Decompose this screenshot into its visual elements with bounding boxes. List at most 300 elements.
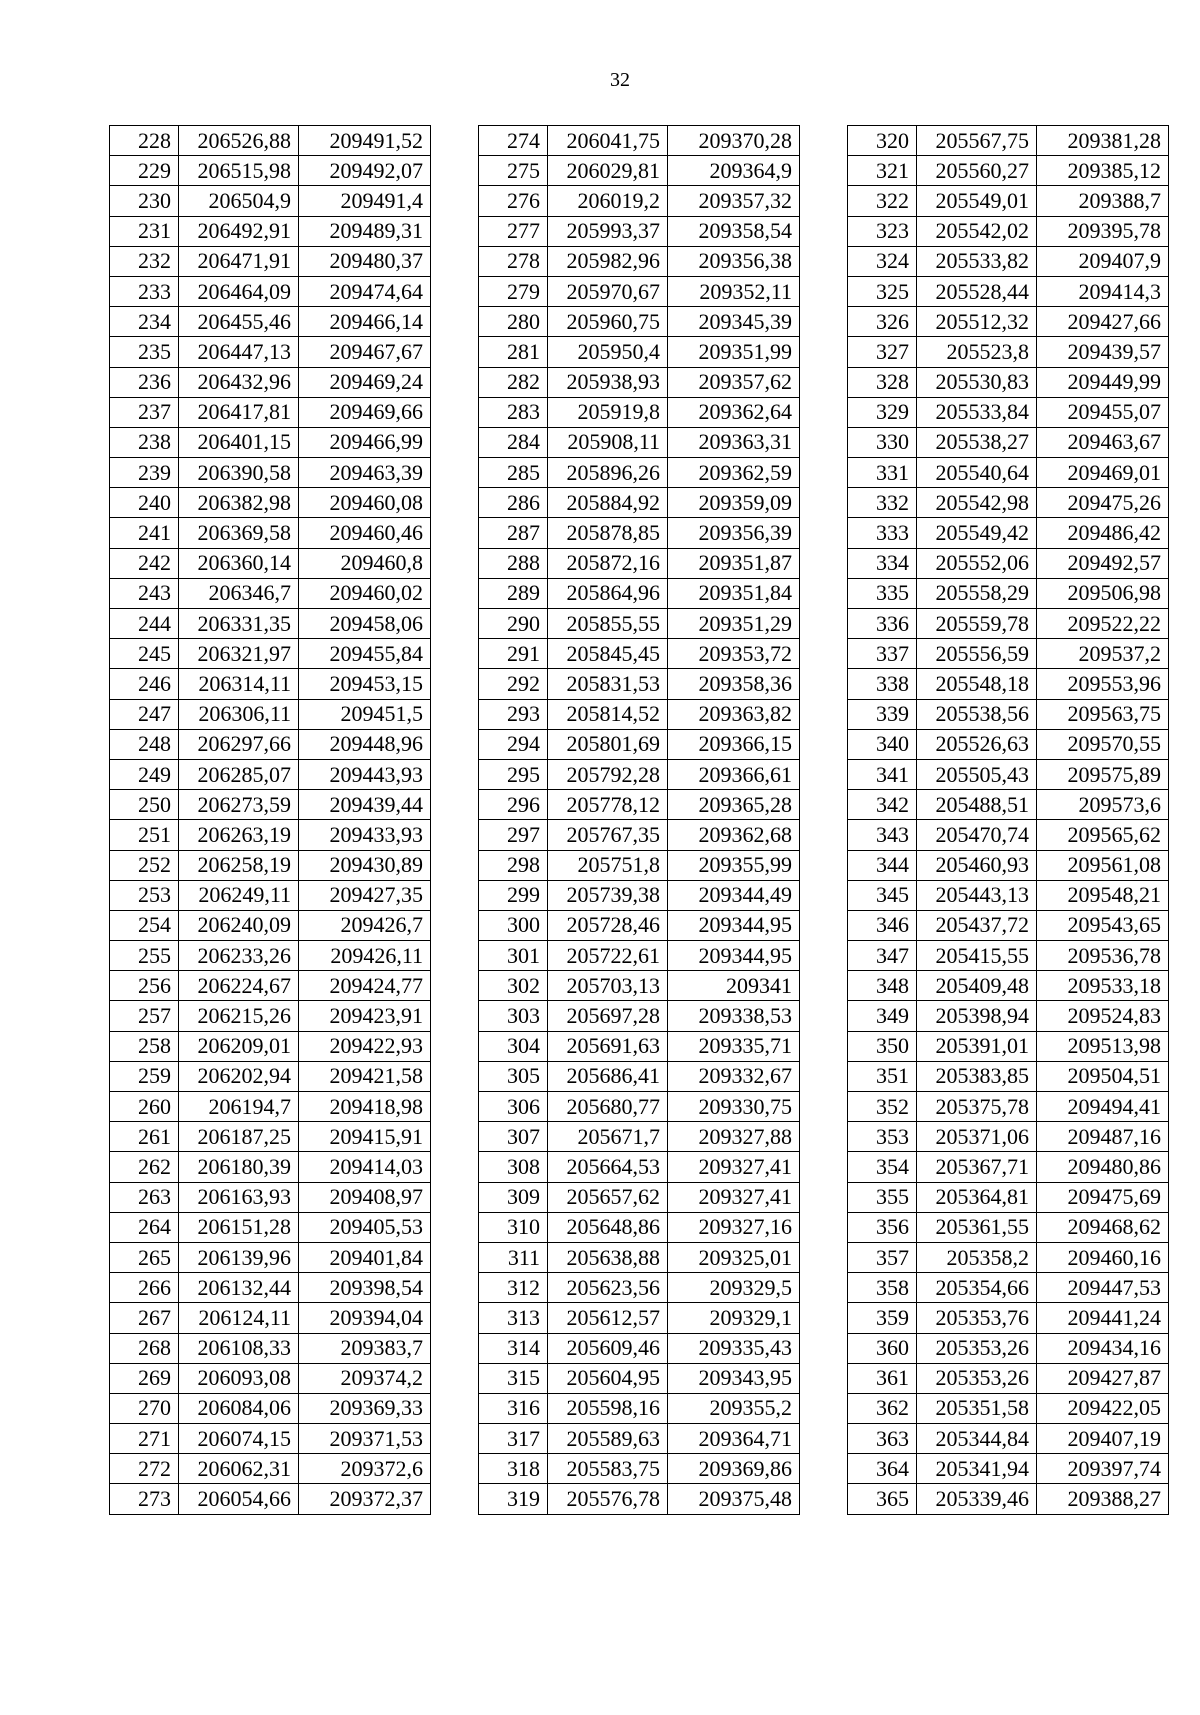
table-row — [848, 126, 1169, 156]
table-row — [848, 1122, 1169, 1152]
y-coordinate-cell: 209329,5 — [668, 1273, 800, 1303]
point-number-cell: 364 — [848, 1454, 917, 1484]
table-row — [848, 1152, 1169, 1182]
x-coordinate-cell: 206360,14 — [179, 548, 299, 578]
table-row — [110, 246, 431, 276]
point-number-cell: 351 — [848, 1061, 917, 1091]
x-coordinate-cell: 205609,46 — [548, 1333, 668, 1363]
table-row — [848, 729, 1169, 759]
x-coordinate-cell: 205576,78 — [548, 1484, 668, 1514]
x-coordinate-cell: 206263,19 — [179, 820, 299, 850]
table-row — [848, 397, 1169, 427]
table-row — [848, 1484, 1169, 1514]
y-coordinate-cell: 209355,99 — [668, 850, 800, 880]
point-number-cell: 230 — [110, 186, 179, 216]
point-number-cell: 333 — [848, 518, 917, 548]
x-coordinate-cell: 205488,51 — [917, 790, 1037, 820]
y-coordinate-cell: 209466,99 — [299, 427, 431, 457]
table-row — [479, 1031, 800, 1061]
point-number-cell: 304 — [479, 1031, 548, 1061]
y-coordinate-cell: 209448,96 — [299, 729, 431, 759]
y-coordinate-cell: 209423,91 — [299, 1001, 431, 1031]
table-row — [479, 1152, 800, 1182]
point-number-cell: 293 — [479, 699, 548, 729]
y-coordinate-cell: 209394,04 — [299, 1303, 431, 1333]
x-coordinate-cell: 205864,96 — [548, 578, 668, 608]
y-coordinate-cell: 209561,08 — [1037, 850, 1169, 880]
x-coordinate-cell: 205559,78 — [917, 609, 1037, 639]
x-coordinate-cell: 205970,67 — [548, 276, 668, 306]
y-coordinate-cell: 209486,42 — [1037, 518, 1169, 548]
x-coordinate-cell: 205767,35 — [548, 820, 668, 850]
y-coordinate-cell: 209365,28 — [668, 790, 800, 820]
y-coordinate-cell: 209364,71 — [668, 1424, 800, 1454]
table-row — [110, 820, 431, 850]
point-number-cell: 331 — [848, 458, 917, 488]
point-number-cell: 301 — [479, 941, 548, 971]
table-row — [110, 367, 431, 397]
y-coordinate-cell: 209491,4 — [299, 186, 431, 216]
x-coordinate-cell: 205341,94 — [917, 1454, 1037, 1484]
y-coordinate-cell: 209366,61 — [668, 759, 800, 789]
point-number-cell: 329 — [848, 397, 917, 427]
y-coordinate-cell: 209381,28 — [1037, 126, 1169, 156]
x-coordinate-cell: 205540,64 — [917, 458, 1037, 488]
table-row — [110, 1242, 431, 1272]
point-number-cell: 248 — [110, 729, 179, 759]
x-coordinate-cell: 206258,19 — [179, 850, 299, 880]
point-number-cell: 277 — [479, 216, 548, 246]
point-number-cell: 261 — [110, 1122, 179, 1152]
point-number-cell: 359 — [848, 1303, 917, 1333]
table-row — [110, 427, 431, 457]
x-coordinate-cell: 205549,42 — [917, 518, 1037, 548]
x-coordinate-cell: 206297,66 — [179, 729, 299, 759]
table-row — [848, 790, 1169, 820]
x-coordinate-cell: 206526,88 — [179, 126, 299, 156]
x-coordinate-cell: 206306,11 — [179, 699, 299, 729]
y-coordinate-cell: 209434,16 — [1037, 1333, 1169, 1363]
table-row — [110, 729, 431, 759]
coordinate-table-body — [479, 126, 800, 1515]
y-coordinate-cell: 209388,27 — [1037, 1484, 1169, 1514]
table-row — [848, 337, 1169, 367]
x-coordinate-cell: 205567,75 — [917, 126, 1037, 156]
point-number-cell: 300 — [479, 910, 548, 940]
x-coordinate-cell: 206084,06 — [179, 1393, 299, 1423]
y-coordinate-cell: 209370,28 — [668, 126, 800, 156]
point-number-cell: 238 — [110, 427, 179, 457]
point-number-cell: 253 — [110, 880, 179, 910]
point-number-cell: 286 — [479, 488, 548, 518]
table-row — [848, 669, 1169, 699]
y-coordinate-cell: 209491,52 — [299, 126, 431, 156]
table-row — [479, 1363, 800, 1393]
point-number-cell: 237 — [110, 397, 179, 427]
point-number-cell: 353 — [848, 1122, 917, 1152]
x-coordinate-cell: 205344,84 — [917, 1424, 1037, 1454]
x-coordinate-cell: 206515,98 — [179, 156, 299, 186]
table-row — [479, 1212, 800, 1242]
y-coordinate-cell: 209351,84 — [668, 578, 800, 608]
point-number-cell: 316 — [479, 1393, 548, 1423]
y-coordinate-cell: 209480,86 — [1037, 1152, 1169, 1182]
table-row — [848, 699, 1169, 729]
x-coordinate-cell: 206187,25 — [179, 1122, 299, 1152]
coordinate-table-1 — [109, 125, 431, 1515]
point-number-cell: 302 — [479, 971, 548, 1001]
point-number-cell: 280 — [479, 307, 548, 337]
point-number-cell: 271 — [110, 1424, 179, 1454]
x-coordinate-cell: 205409,48 — [917, 971, 1037, 1001]
x-coordinate-cell: 205938,93 — [548, 367, 668, 397]
x-coordinate-cell: 205703,13 — [548, 971, 668, 1001]
x-coordinate-cell: 205993,37 — [548, 216, 668, 246]
table-row — [110, 1122, 431, 1152]
table-row — [848, 820, 1169, 850]
x-coordinate-cell: 206240,09 — [179, 910, 299, 940]
table-row — [110, 971, 431, 1001]
point-number-cell: 229 — [110, 156, 179, 186]
point-number-cell: 349 — [848, 1001, 917, 1031]
point-number-cell: 295 — [479, 759, 548, 789]
point-number-cell: 348 — [848, 971, 917, 1001]
table-row — [479, 1454, 800, 1484]
x-coordinate-cell: 205523,8 — [917, 337, 1037, 367]
x-coordinate-cell: 205680,77 — [548, 1092, 668, 1122]
x-coordinate-cell: 206417,81 — [179, 397, 299, 427]
point-number-cell: 362 — [848, 1393, 917, 1423]
point-number-cell: 239 — [110, 458, 179, 488]
table-row — [479, 971, 800, 1001]
table-row — [479, 639, 800, 669]
y-coordinate-cell: 209356,39 — [668, 518, 800, 548]
y-coordinate-cell: 209327,41 — [668, 1182, 800, 1212]
x-coordinate-cell: 205560,27 — [917, 156, 1037, 186]
table-row — [479, 1484, 800, 1514]
table-row — [110, 548, 431, 578]
x-coordinate-cell: 206054,66 — [179, 1484, 299, 1514]
y-coordinate-cell: 209395,78 — [1037, 216, 1169, 246]
table-row — [110, 1363, 431, 1393]
table-row — [848, 307, 1169, 337]
y-coordinate-cell: 209492,57 — [1037, 548, 1169, 578]
x-coordinate-cell: 205364,81 — [917, 1182, 1037, 1212]
x-coordinate-cell: 206224,67 — [179, 971, 299, 1001]
table-row — [479, 1273, 800, 1303]
table-row — [110, 941, 431, 971]
table-row — [479, 427, 800, 457]
y-coordinate-cell: 209408,97 — [299, 1182, 431, 1212]
table-row — [848, 910, 1169, 940]
x-coordinate-cell: 205691,63 — [548, 1031, 668, 1061]
point-number-cell: 255 — [110, 941, 179, 971]
x-coordinate-cell: 205358,2 — [917, 1242, 1037, 1272]
table-row — [848, 1092, 1169, 1122]
x-coordinate-cell: 206029,81 — [548, 156, 668, 186]
table-row — [848, 1424, 1169, 1454]
y-coordinate-cell: 209358,54 — [668, 216, 800, 246]
x-coordinate-cell: 205884,92 — [548, 488, 668, 518]
point-number-cell: 360 — [848, 1333, 917, 1363]
y-coordinate-cell: 209537,2 — [1037, 639, 1169, 669]
point-number-cell: 324 — [848, 246, 917, 276]
x-coordinate-cell: 205919,8 — [548, 397, 668, 427]
y-coordinate-cell: 209474,64 — [299, 276, 431, 306]
table-row — [479, 276, 800, 306]
table-row — [479, 156, 800, 186]
point-number-cell: 357 — [848, 1242, 917, 1272]
x-coordinate-cell: 205542,02 — [917, 216, 1037, 246]
table-row — [110, 307, 431, 337]
point-number-cell: 365 — [848, 1484, 917, 1514]
y-coordinate-cell: 209362,64 — [668, 397, 800, 427]
point-number-cell: 282 — [479, 367, 548, 397]
y-coordinate-cell: 209466,14 — [299, 307, 431, 337]
y-coordinate-cell: 209335,71 — [668, 1031, 800, 1061]
table-row — [479, 880, 800, 910]
coordinate-table-body — [110, 126, 431, 1515]
point-number-cell: 298 — [479, 850, 548, 880]
table-row — [110, 1393, 431, 1423]
table-row — [479, 609, 800, 639]
point-number-cell: 319 — [479, 1484, 548, 1514]
table-row — [848, 1242, 1169, 1272]
x-coordinate-cell: 205538,56 — [917, 699, 1037, 729]
point-number-cell: 336 — [848, 609, 917, 639]
table-row — [848, 518, 1169, 548]
table-row — [110, 1182, 431, 1212]
y-coordinate-cell: 209358,36 — [668, 669, 800, 699]
y-coordinate-cell: 209427,87 — [1037, 1363, 1169, 1393]
x-coordinate-cell: 205361,55 — [917, 1212, 1037, 1242]
point-number-cell: 334 — [848, 548, 917, 578]
point-number-cell: 305 — [479, 1061, 548, 1091]
x-coordinate-cell: 205878,85 — [548, 518, 668, 548]
x-coordinate-cell: 205558,29 — [917, 578, 1037, 608]
y-coordinate-cell: 209327,41 — [668, 1152, 800, 1182]
x-coordinate-cell: 205512,32 — [917, 307, 1037, 337]
table-row — [848, 1454, 1169, 1484]
x-coordinate-cell: 205896,26 — [548, 458, 668, 488]
point-number-cell: 268 — [110, 1333, 179, 1363]
table-row — [848, 1303, 1169, 1333]
point-number-cell: 310 — [479, 1212, 548, 1242]
y-coordinate-cell: 209343,95 — [668, 1363, 800, 1393]
table-row — [110, 276, 431, 306]
x-coordinate-cell: 205552,06 — [917, 548, 1037, 578]
x-coordinate-cell: 205530,83 — [917, 367, 1037, 397]
x-coordinate-cell: 205589,63 — [548, 1424, 668, 1454]
y-coordinate-cell: 209468,62 — [1037, 1212, 1169, 1242]
table-row — [110, 790, 431, 820]
table-row — [110, 759, 431, 789]
x-coordinate-cell: 205801,69 — [548, 729, 668, 759]
y-coordinate-cell: 209363,82 — [668, 699, 800, 729]
point-number-cell: 276 — [479, 186, 548, 216]
point-number-cell: 235 — [110, 337, 179, 367]
point-number-cell: 256 — [110, 971, 179, 1001]
x-coordinate-cell: 205353,76 — [917, 1303, 1037, 1333]
x-coordinate-cell: 206215,26 — [179, 1001, 299, 1031]
table-row — [848, 850, 1169, 880]
x-coordinate-cell: 206401,15 — [179, 427, 299, 457]
table-row — [479, 729, 800, 759]
table-row — [848, 578, 1169, 608]
y-coordinate-cell: 209548,21 — [1037, 880, 1169, 910]
table-row — [479, 699, 800, 729]
point-number-cell: 278 — [479, 246, 548, 276]
table-row — [848, 1182, 1169, 1212]
point-number-cell: 294 — [479, 729, 548, 759]
y-coordinate-cell: 209357,62 — [668, 367, 800, 397]
table-row — [110, 609, 431, 639]
y-coordinate-cell: 209458,06 — [299, 609, 431, 639]
table-row — [479, 337, 800, 367]
point-number-cell: 299 — [479, 880, 548, 910]
x-coordinate-cell: 206139,96 — [179, 1242, 299, 1272]
y-coordinate-cell: 209422,05 — [1037, 1393, 1169, 1423]
table-row — [110, 337, 431, 367]
y-coordinate-cell: 209563,75 — [1037, 699, 1169, 729]
x-coordinate-cell: 205671,7 — [548, 1122, 668, 1152]
table-row — [848, 458, 1169, 488]
x-coordinate-cell: 205542,98 — [917, 488, 1037, 518]
point-number-cell: 236 — [110, 367, 179, 397]
y-coordinate-cell: 209401,84 — [299, 1242, 431, 1272]
y-coordinate-cell: 209575,89 — [1037, 759, 1169, 789]
point-number-cell: 244 — [110, 609, 179, 639]
y-coordinate-cell: 209449,99 — [1037, 367, 1169, 397]
table-row — [479, 1061, 800, 1091]
table-row — [479, 1242, 800, 1272]
x-coordinate-cell: 205778,12 — [548, 790, 668, 820]
y-coordinate-cell: 209407,19 — [1037, 1424, 1169, 1454]
point-number-cell: 285 — [479, 458, 548, 488]
x-coordinate-cell: 205371,06 — [917, 1122, 1037, 1152]
y-coordinate-cell: 209356,38 — [668, 246, 800, 276]
table-row — [479, 578, 800, 608]
y-coordinate-cell: 209451,5 — [299, 699, 431, 729]
y-coordinate-cell: 209439,57 — [1037, 337, 1169, 367]
x-coordinate-cell: 206464,09 — [179, 276, 299, 306]
y-coordinate-cell: 209407,9 — [1037, 246, 1169, 276]
table-row — [479, 1092, 800, 1122]
point-number-cell: 340 — [848, 729, 917, 759]
y-coordinate-cell: 209506,98 — [1037, 578, 1169, 608]
x-coordinate-cell: 205855,55 — [548, 609, 668, 639]
y-coordinate-cell: 209467,67 — [299, 337, 431, 367]
point-number-cell: 303 — [479, 1001, 548, 1031]
point-number-cell: 308 — [479, 1152, 548, 1182]
y-coordinate-cell: 209426,7 — [299, 910, 431, 940]
y-coordinate-cell: 209357,32 — [668, 186, 800, 216]
y-coordinate-cell: 209359,09 — [668, 488, 800, 518]
y-coordinate-cell: 209338,53 — [668, 1001, 800, 1031]
point-number-cell: 291 — [479, 639, 548, 669]
y-coordinate-cell: 209371,53 — [299, 1424, 431, 1454]
y-coordinate-cell: 209325,01 — [668, 1242, 800, 1272]
y-coordinate-cell: 209330,75 — [668, 1092, 800, 1122]
x-coordinate-cell: 205950,4 — [548, 337, 668, 367]
table-row — [479, 518, 800, 548]
y-coordinate-cell: 209455,84 — [299, 639, 431, 669]
point-number-cell: 265 — [110, 1242, 179, 1272]
coordinate-table-3 — [847, 125, 1169, 1515]
point-number-cell: 274 — [479, 126, 548, 156]
point-number-cell: 350 — [848, 1031, 917, 1061]
y-coordinate-cell: 209460,16 — [1037, 1242, 1169, 1272]
table-row — [848, 880, 1169, 910]
table-row — [848, 1363, 1169, 1393]
point-number-cell: 287 — [479, 518, 548, 548]
y-coordinate-cell: 209433,93 — [299, 820, 431, 850]
x-coordinate-cell: 205982,96 — [548, 246, 668, 276]
x-coordinate-cell: 206273,59 — [179, 790, 299, 820]
table-row — [479, 246, 800, 276]
x-coordinate-cell: 205533,84 — [917, 397, 1037, 427]
point-number-cell: 327 — [848, 337, 917, 367]
point-number-cell: 267 — [110, 1303, 179, 1333]
table-row — [848, 246, 1169, 276]
x-coordinate-cell: 206062,31 — [179, 1454, 299, 1484]
x-coordinate-cell: 205686,41 — [548, 1061, 668, 1091]
point-number-cell: 330 — [848, 427, 917, 457]
x-coordinate-cell: 205415,55 — [917, 941, 1037, 971]
table-row — [479, 790, 800, 820]
table-row — [848, 1273, 1169, 1303]
point-number-cell: 354 — [848, 1152, 917, 1182]
point-number-cell: 356 — [848, 1212, 917, 1242]
y-coordinate-cell: 209430,89 — [299, 850, 431, 880]
table-row — [479, 820, 800, 850]
x-coordinate-cell: 205697,28 — [548, 1001, 668, 1031]
x-coordinate-cell: 205728,46 — [548, 910, 668, 940]
table-row — [848, 276, 1169, 306]
x-coordinate-cell: 205398,94 — [917, 1001, 1037, 1031]
point-number-cell: 250 — [110, 790, 179, 820]
y-coordinate-cell: 209341 — [668, 971, 800, 1001]
y-coordinate-cell: 209332,67 — [668, 1061, 800, 1091]
x-coordinate-cell: 206041,75 — [548, 126, 668, 156]
x-coordinate-cell: 206314,11 — [179, 669, 299, 699]
x-coordinate-cell: 205367,71 — [917, 1152, 1037, 1182]
point-number-cell: 284 — [479, 427, 548, 457]
point-number-cell: 323 — [848, 216, 917, 246]
y-coordinate-cell: 209469,66 — [299, 397, 431, 427]
y-coordinate-cell: 209533,18 — [1037, 971, 1169, 1001]
point-number-cell: 275 — [479, 156, 548, 186]
point-number-cell: 296 — [479, 790, 548, 820]
x-coordinate-cell: 205470,74 — [917, 820, 1037, 850]
table-row — [479, 941, 800, 971]
x-coordinate-cell: 206124,11 — [179, 1303, 299, 1333]
table-row — [479, 1001, 800, 1031]
x-coordinate-cell: 205353,26 — [917, 1363, 1037, 1393]
table-row — [110, 1152, 431, 1182]
table-row — [110, 216, 431, 246]
table-row — [479, 1122, 800, 1152]
table-row — [110, 1303, 431, 1333]
point-number-cell: 290 — [479, 609, 548, 639]
table-row — [479, 1303, 800, 1333]
point-number-cell: 240 — [110, 488, 179, 518]
point-number-cell: 339 — [848, 699, 917, 729]
y-coordinate-cell: 209480,37 — [299, 246, 431, 276]
table-row — [848, 156, 1169, 186]
point-number-cell: 262 — [110, 1152, 179, 1182]
coordinate-table-body — [848, 126, 1169, 1515]
